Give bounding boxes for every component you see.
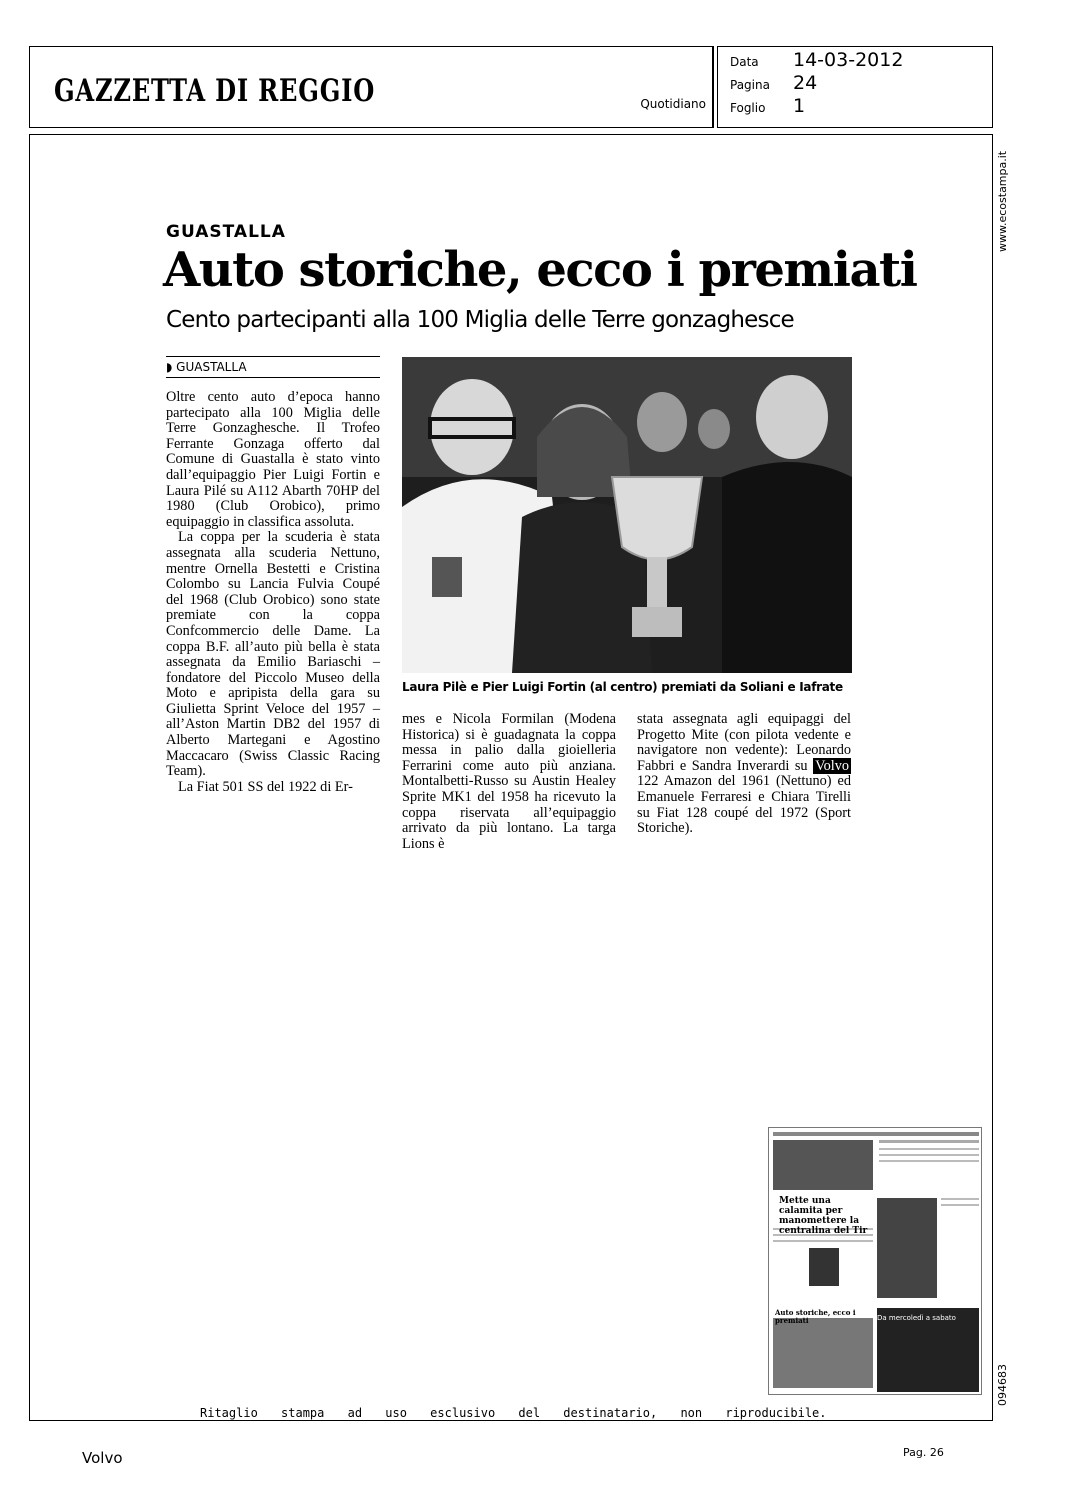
masthead-box (29, 46, 713, 128)
dateline-rule-bottom (166, 377, 380, 378)
column-2-text: mes e Nicola Formilan (Modena Historica) si è guadagnata la coppa messa in palio dalla gioielleria Ferrarini come auto più anziana. Montalbetti-Russo su Austin Healey Sprite MK1 del 1958 ha ricevuto la coppa riservata all’equipaggio arrivato da più lontano. La targa Lions è (402, 711, 616, 852)
photo-caption: Laura Pilè e Pier Luigi Fortin (al centro) premiati da Soliani e Iafrate (402, 680, 843, 694)
paragraph-2: La coppa per la scuderia è stata assegnata alla scuderia Nettuno, mentre Ornella Bestetti e Cristina Colombo su Lancia Fulvia Coupé del 1968 (Club Orobico) sono state premiate con la coppa Confcommercio delle Dame. La coppa B.F. all’auto più bella è stata assegnata da Emilio Bariaschi – fondatore del Piccolo Museo della Moto e apripista della gara su Giulietta Sprint Veloce del 1957 – all’Aston Martin DB2 del 1957 di Alberto Martegani e Agostino Maccacaro (Swiss Classic Racing Team). (166, 529, 380, 780)
footer-page-number: Pag. 26 (903, 1446, 944, 1459)
keyword-highlight: Volvo (815, 757, 849, 774)
thumb-headline-2: Auto storiche, ecco i premiati (775, 1308, 856, 1325)
column-3-text-b: 122 Amazon del 1961 (Nettuno) ed Emanuele Ferraresi e Chiara Tirelli su Fiat 128 coupé del 1972 (Sport Storiche). (637, 773, 851, 837)
dateline-marker-icon: ◗ (166, 360, 173, 374)
meta-label-data: Data (730, 55, 759, 69)
meta-value-foglio: 1 (793, 95, 806, 117)
column-3-text (637, 712, 851, 837)
article-column-3 (637, 712, 851, 837)
meta-label-pagina: Pagina (730, 78, 770, 92)
meta-label-foglio: Foglio (730, 101, 766, 115)
meta-value-pagina: 24 (793, 72, 818, 94)
meta-box (717, 46, 993, 128)
footer-disclaimer: Ritaglio stampa ad uso esclusivo del destinatario, non riproducibile. (200, 1406, 827, 1420)
article-kicker: GUASTALLA (166, 222, 286, 242)
photo-illustration (402, 357, 852, 673)
article-column-1 (166, 390, 380, 795)
article-headline: Auto storiche, ecco i premiati (163, 242, 917, 298)
page-thumbnail (768, 1127, 982, 1395)
paragraph-3: La Fiat 501 SS del 1922 di Er- (178, 778, 353, 795)
column-3-text-a: stata assegnata agli equipaggi del Progetto Mite (con pilota vedente e navigatore non vedente): Leonardo Fabbri e Sandra Inverardi su (637, 711, 851, 774)
website-vertical: www.ecostampa.it (996, 150, 1009, 252)
dateline (166, 360, 247, 374)
thumb-ad-text: Da mercoledì a sabato (877, 1314, 956, 1322)
article-subheadline: Cento partecipanti alla 100 Miglia delle Terre gonzaghesce (166, 307, 794, 333)
paragraph-1: Oltre cento auto d’epoca hanno partecipato alla 100 Miglia delle Terre Gonzaghesche. Il Trofeo Ferrante Gonzaga offerto dal Comune di Guastalla è stato vinto dall’equipaggio Pier Luigi Fortin e Laura Pilé su A112 Abarth 70HP del 1980 (Club Orobico), primo equipaggio in classifica assoluta. (166, 389, 380, 530)
article-photo (402, 357, 852, 673)
footer-keyword: Volvo (82, 1449, 123, 1467)
code-vertical: 094683 (996, 1364, 1009, 1406)
thumb-headline-1: Mette una calamita per manomettere la centralina del Tir (779, 1196, 868, 1236)
article-column-2 (402, 712, 616, 852)
thumbnail-illustration (769, 1128, 982, 1395)
dateline-text: GUASTALLA (176, 360, 247, 374)
publication-type: Quotidiano (640, 97, 706, 111)
dateline-rule-top (166, 356, 380, 357)
meta-value-data: 14-03-2012 (793, 49, 904, 71)
masthead: GAZZETTA DI REGGIO (54, 73, 376, 109)
